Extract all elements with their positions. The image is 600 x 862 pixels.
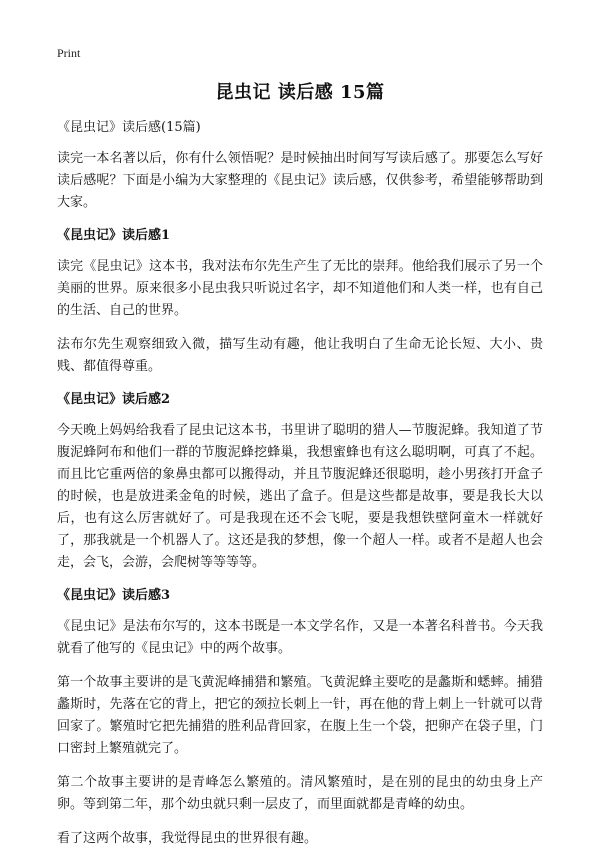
print-link[interactable]: Print <box>57 46 81 60</box>
section-3-paragraph-2: 第一个故事主要讲的是飞黄泥峰捕猎和繁殖。飞黄泥蜂主要吃的是蠡斯和蟋蟀。捕猎蠡斯时，先落在它的背上，把它的颈拉长刺上一针，再在他的背上刺上一针就可以背回家了。繁殖时它把先捕猎的胜利品背回家，在腹上生一个袋，把卵产在袋子里，门口密封上繁殖就完了。 <box>57 675 543 756</box>
section-1-paragraph-2: 法布尔先生观察细致入微，描写生动有趣，他让我明白了生命无论长短、大小、贵贱、都值得尊重。 <box>57 337 543 374</box>
section-heading-3: 《昆虫记》读后感3 <box>57 588 171 603</box>
section-heading-1: 《昆虫记》读后感1 <box>57 228 171 243</box>
section-3-paragraph-1: 《昆虫记》是法布尔写的，这本书既是一本文学名作，又是一本著名科普书。今天我就看了他写的《昆虫记》中的两个故事。 <box>57 619 543 656</box>
section-3-paragraph-4: 看了这两个故事，我觉得昆虫的世界很有趣。 <box>57 831 318 846</box>
section-2-paragraph-1: 今天晚上妈妈给我看了昆虫记这本书，书里讲了聪明的猎人—节腹泥蜂。我知道了节腹泥蜂阿布和他们一群的节腹泥蜂挖蜂巢，我想蜜蜂也有这么聪明啊，可真了不起。而且比它重两倍的象鼻虫都可以搬得动，并且节腹泥蜂还很聪明，趁小男孩打开盒子的时候，也是放进柔金龟的时候，逃出了盒子。但是这些都是故事，要是我长大以后，也有这么厉害就好了。可是我现在还不会飞呢，要是我想铁壁阿童木一样就好了，那我就是一个机器人了。这还是我的梦想，像一个超人一样。或者不是超人也会走，会飞，会游，会爬树等等等等。 <box>57 423 543 570</box>
document-body <box>57 118 543 862</box>
section-heading-2: 《昆虫记》读后感2 <box>57 392 171 407</box>
page-title: 昆虫记 读后感 15篇 <box>215 82 385 103</box>
section-3-paragraph-3: 第二个故事主要讲的是青峰怎么繁殖的。清风繁殖时，是在别的昆虫的幼虫身上产卵。等到第二年，那个幼虫就只剩一层皮了，而里面就都是青峰的幼虫。 <box>57 775 543 812</box>
intro-paragraph: 读完一本名著以后，你有什么领悟呢？是时候抽出时间写写读后感了。那要怎么写好读后感呢？下面是小编为大家整理的《昆虫记》读后感，仅供参考，希望能够帮助到大家。 <box>57 151 543 210</box>
document-subtitle: 《昆虫记》读后感(15篇) <box>57 120 201 135</box>
section-1-paragraph-1: 读完《昆虫记》这本书，我对法布尔先生产生了无比的崇拜。他给我们展示了另一个美丽的世界。原来很多小昆虫我只听说过名字，却不知道他们和人类一样，也有自己的生活、自己的世界。 <box>57 259 543 318</box>
